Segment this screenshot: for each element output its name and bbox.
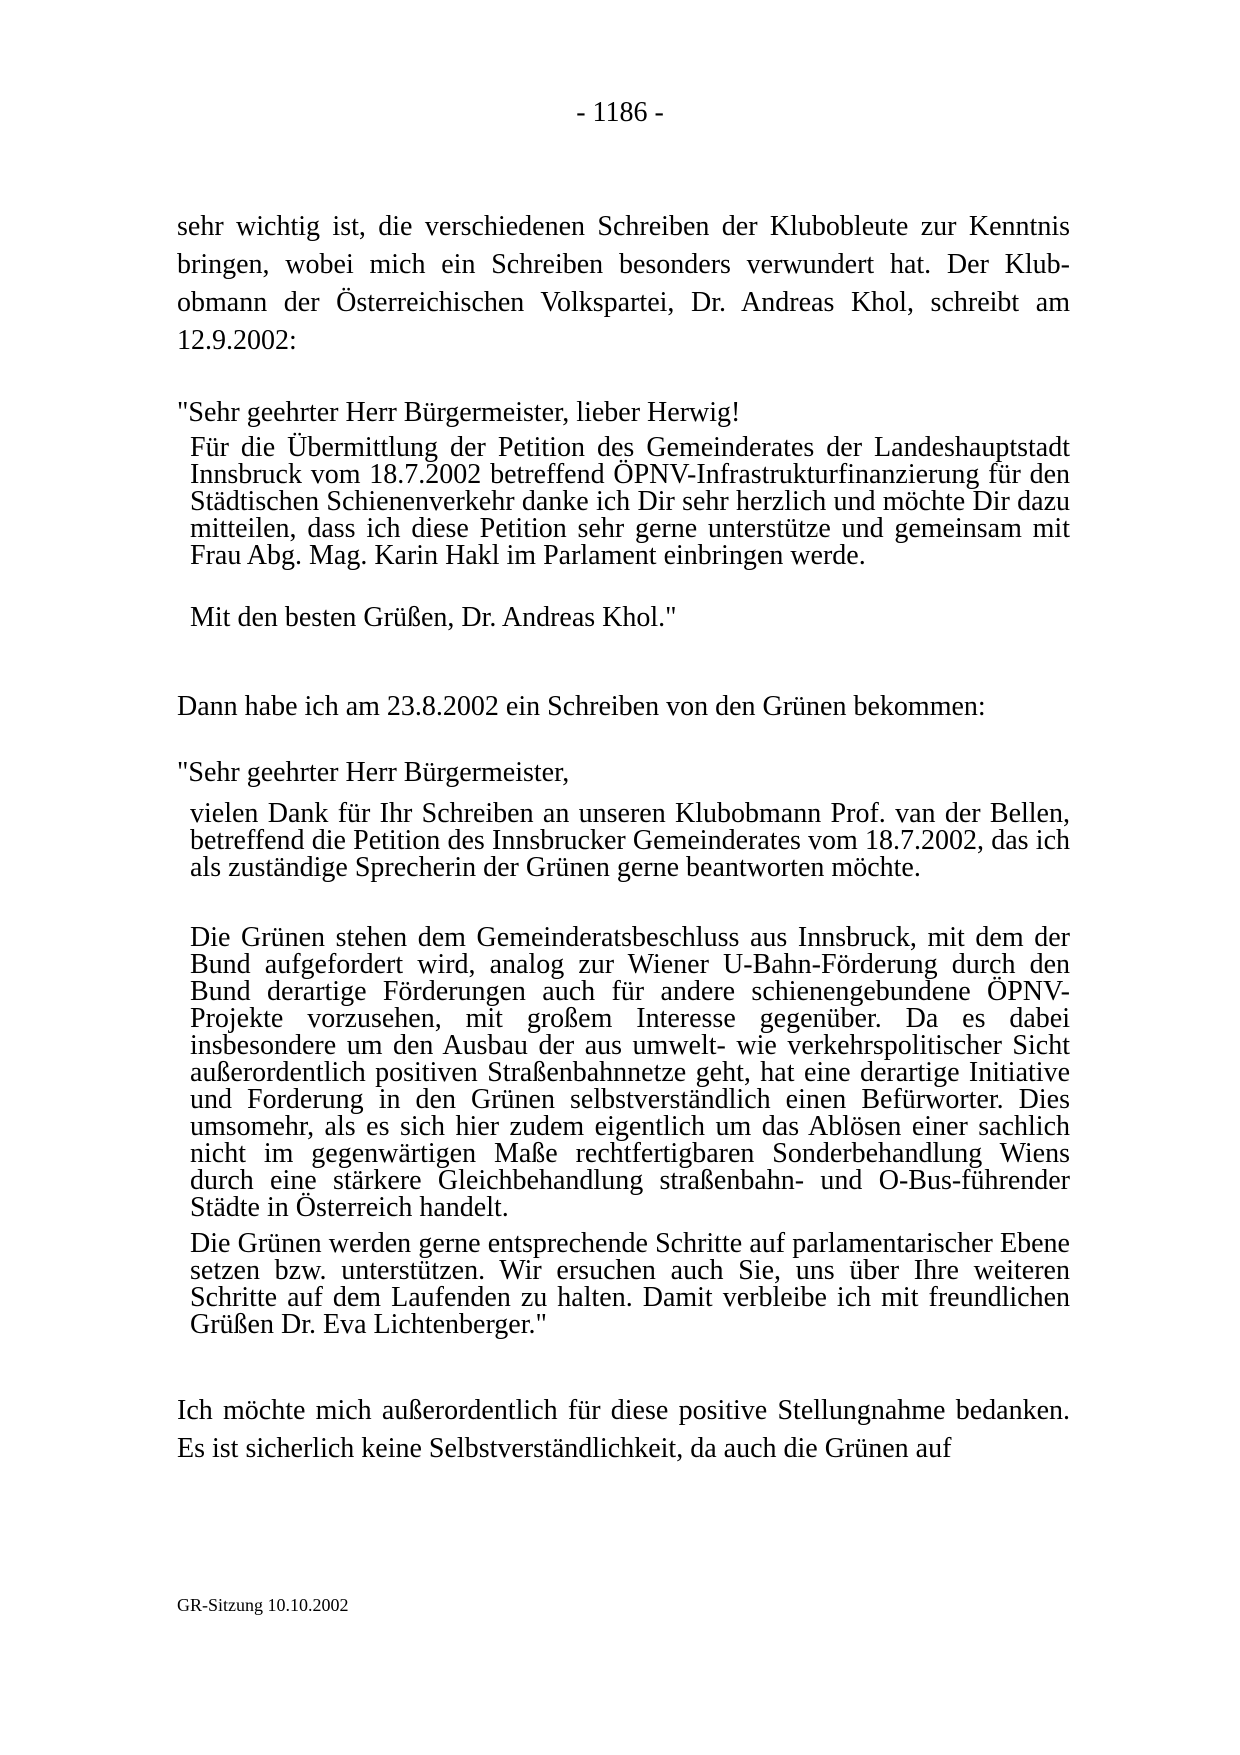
gruene-letter-salutation: "Sehr geehrter Herr Bürgermeister, bbox=[177, 757, 570, 788]
khol-letter-salutation: "Sehr geehrter Herr Bürgermeister, lieber Herwig! bbox=[177, 397, 741, 428]
khol-letter-body: Für die Übermittlung der Petition des Gemeinderates der Landeshauptstadt Innsbruck vom 18.7.2002 betreffend ÖPNV-Infrastrukturfinanzierung für den Städtischen Schienenverkehr danke ich Dir sehr herzlich und möchte Dir dazu mitteilen, dass ich diese Petition sehr gerne unterstütze und gemeinsam mit Frau Abg. Mag. Karin Hakl im Parlament einbringen werde. bbox=[190, 432, 1070, 571]
page-number: - 1186 - bbox=[576, 97, 664, 128]
page-footer: GR-Sitzung 10.10.2002 bbox=[177, 1595, 349, 1615]
intro-paragraph: sehr wichtig ist, die verschiedenen Schreiben der Klubobleute zur Kenntnis bringen, wobei mich ein Schreiben besonders verwundert hat. Der Klubobmann der Österreichischen Volkspartei, Dr. Andreas Khol, schreibt am 12.9.2002: bbox=[177, 211, 1070, 356]
gruene-letter-paragraph-2: Die Grünen stehen dem Gemeinderatsbeschluss aus Innsbruck, mit dem der Bund aufgefordert wird, analog zur Wiener U-Bahn-Förderung durch den Bund derartige Förderungen auch für andere schienengebundene ÖPNV-Projekte vorzusehen, mit großem Interesse gegenüber. Da es dabei insbesondere um den Ausbau der aus umwelt- wie verkehrspolitischer Sicht außerordentlich positiven Straßenbahnnetze geht, hat eine derartige Initiative und Forderung in den Grünen selbstverständlich einen Befürworter. Dies umsomehr, als es sich hier zudem eigentlich um das Ablösen einer sachlich nicht im gegenwärtigen Maße rechtfertigbaren Sonderbehandlung Wiens durch eine stärkere Gleichbehandlung straßenbahn- und O-Bus-führender Städte in Österreich handelt. bbox=[190, 922, 1070, 1223]
transition-paragraph: Dann habe ich am 23.8.2002 ein Schreiben von den Grünen bekommen: bbox=[177, 691, 986, 722]
gruene-letter-paragraph-3: Die Grünen werden gerne entsprechende Schritte auf parlamentarischer Ebene setzen bzw. unterstützen. Wir ersuchen auch Sie, uns über Ihre weiteren Schritte auf dem Laufenden zu halten. Damit verbleibe ich mit freundlichen Grüßen Dr. Eva Lichtenberger." bbox=[190, 1228, 1070, 1340]
gruene-letter-paragraph-1: vielen Dank für Ihr Schreiben an unseren Klubobmann Prof. van der Bellen, betreffend die Petition des Innsbrucker Gemeinderates vom 18.7.2002, das ich als zuständige Sprecherin der Grünen gerne beantworten möchte. bbox=[190, 798, 1070, 883]
closing-paragraph: Ich möchte mich außerordentlich für diese positive Stellungnahme bedanken. Es ist sicherlich keine Selbstverständlichkeit, da auch die Grünen auf bbox=[177, 1395, 1070, 1464]
khol-letter-closing: Mit den besten Grüßen, Dr. Andreas Khol." bbox=[190, 602, 677, 633]
